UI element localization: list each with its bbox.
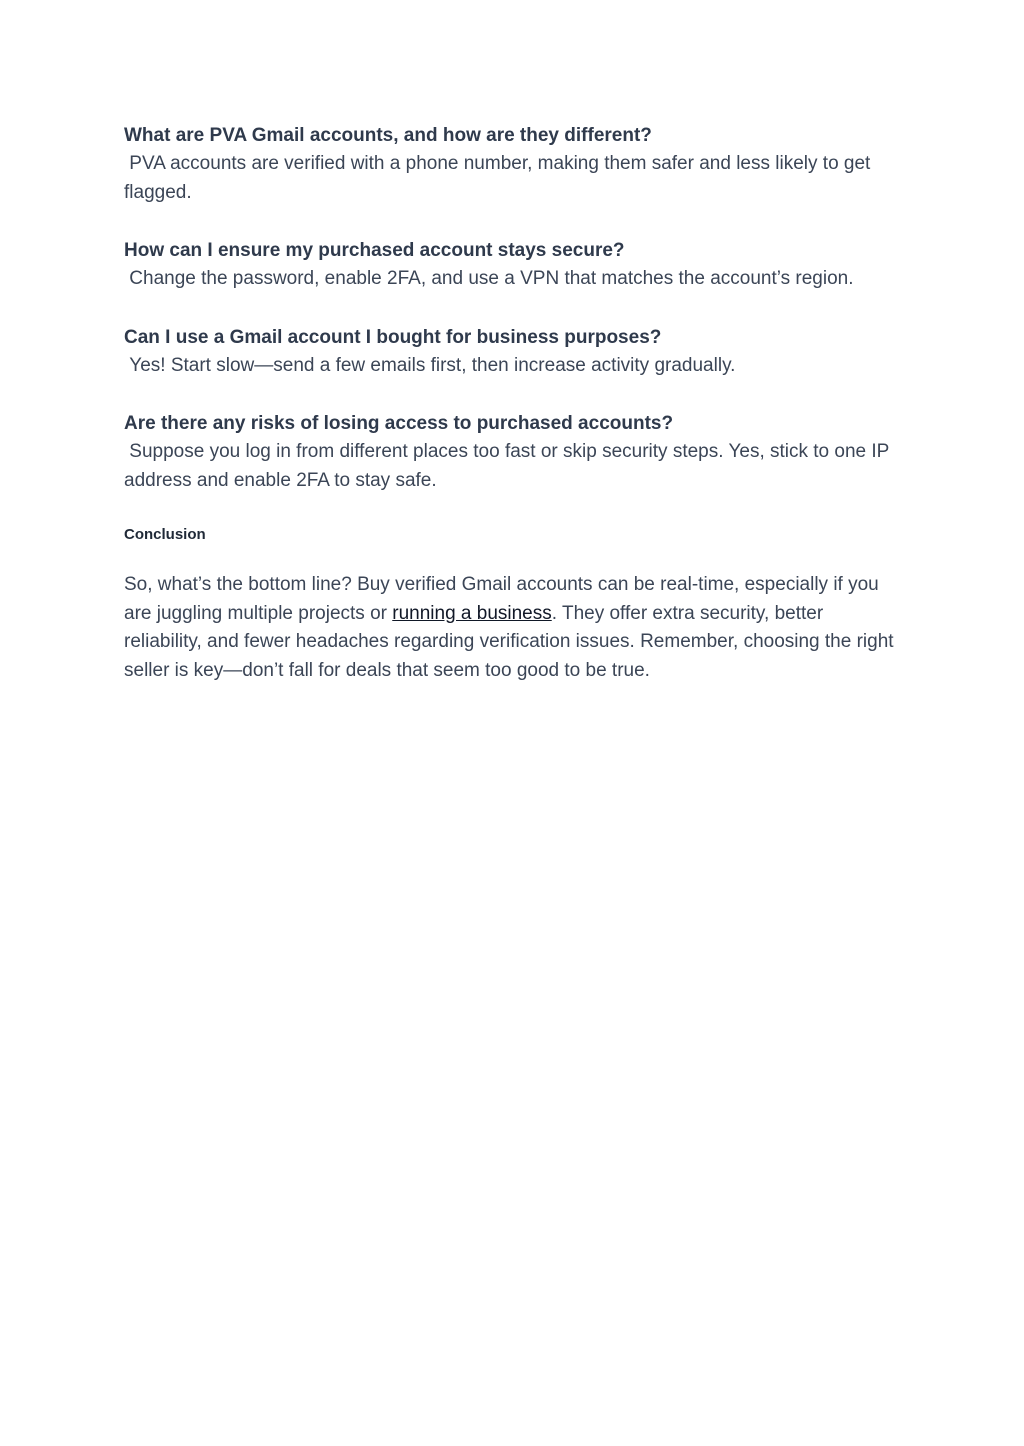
faq-question: Can I use a Gmail account I bought for business purposes? xyxy=(124,326,662,348)
faq-question: How can I ensure my purchased account stays secure? xyxy=(124,240,625,261)
faq-question: Are there any risks of losing access to purchased accounts? xyxy=(124,413,674,434)
conclusion-paragraph xyxy=(124,571,904,685)
faq-item xyxy=(124,122,904,207)
faq-item xyxy=(124,324,904,381)
document-page xyxy=(124,122,904,685)
conclusion-heading: Conclusion xyxy=(124,526,206,543)
conclusion-text-start: So, what’s the bottom line? Buy verified Gmail accounts can be real-time, especially if you are juggling multiple projects or xyxy=(124,574,879,624)
faq-item xyxy=(124,410,904,495)
faq-answer: Yes! Start slow—send a few emails first, then increase activity gradually. xyxy=(124,354,736,376)
faq-answer: PVA accounts are verified with a phone number, making them safer and less likely to get flagged. xyxy=(124,153,876,203)
faq-item xyxy=(124,237,904,294)
conclusion-text-end: . They offer extra security, better reliability, and fewer headaches regarding verification issues. Remember, choosing the right seller is key—don’t fall for deals that seem too good to be true. xyxy=(124,602,894,681)
faq-answer: Change the password, enable 2FA, and use a VPN that matches the account’s region. xyxy=(124,268,854,289)
faq-question: What are PVA Gmail accounts, and how are they different? xyxy=(124,125,652,146)
running-a-business-link[interactable]: running a business xyxy=(392,602,552,624)
faq-answer: Suppose you log in from different places too fast or skip security steps. Yes, stick to one IP address and enable 2FA to stay safe. xyxy=(124,441,895,491)
